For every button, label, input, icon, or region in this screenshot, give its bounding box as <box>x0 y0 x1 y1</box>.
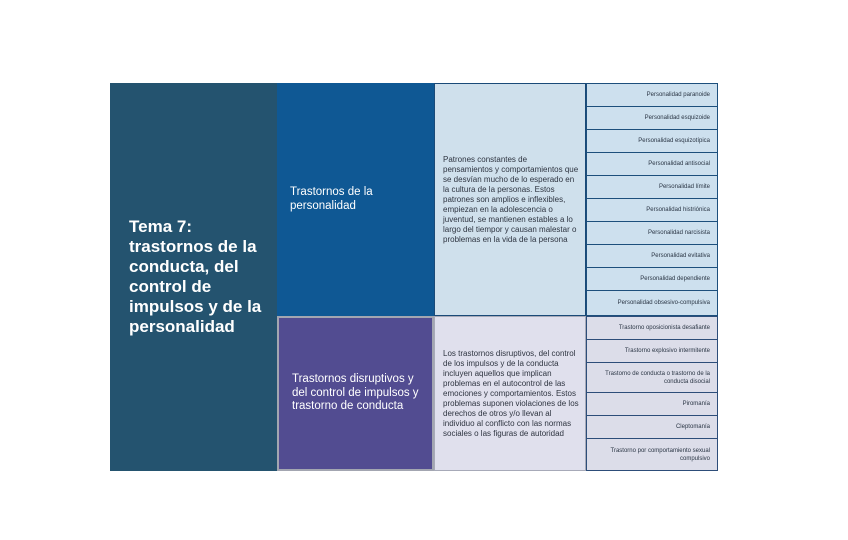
list-item: Personalidad antisocial <box>586 152 718 176</box>
list-item: Personalidad límite <box>586 175 718 199</box>
list-item: Personalidad histriónica <box>586 198 718 222</box>
group-personality-items <box>586 83 718 316</box>
list-item: Personalidad paranoide <box>586 83 718 107</box>
description-text: Patrones constantes de pensamientos y comportamientos que se desvían mucho de lo esperado en la cultura de la personas. Estos patrones son amplios e inflexibles, empiezan en la adolescencia o juventud, se mantienen estables a lo largo del tiempor y causan malestar o problemas en la vida de la persona <box>443 154 579 244</box>
list-item: Trastorno por comportamiento sexual compulsivo <box>586 438 718 471</box>
group-disruptive-items <box>586 316 718 471</box>
group-disruptive-title-box <box>277 316 434 471</box>
group-disruptive-description <box>434 316 586 471</box>
main-topic-title: Tema 7: trastornos de la conducta, del control de impulsos y de la personalidad <box>129 217 262 336</box>
group-personality-description <box>434 83 586 316</box>
list-item: Personalidad narcisista <box>586 221 718 245</box>
list-item: Personalidad obsesivo-compulsiva <box>586 290 718 316</box>
group-title: Trastornos disruptivos y del control de impulsos y trastorno de conducta <box>292 373 419 413</box>
description-text: Los trastornos disruptivos, del control de los impulsos y de la conducta incluyen aquellos que implican problemas en el autocontrol de las emociones y comportamientos. Estos problemas suponen violaciones de los derechos de otros y/o llevan al individuo al conflicto con las normas sociales o las figuras de autoridad <box>443 348 579 438</box>
list-item: Personalidad evitativa <box>586 244 718 268</box>
main-topic <box>110 83 277 471</box>
list-item: Personalidad dependiente <box>586 267 718 291</box>
topic-diagram <box>110 83 718 471</box>
list-item: Personalidad esquizotípica <box>586 129 718 153</box>
list-item: Piromanía <box>586 392 718 416</box>
list-item: Personalidad esquizoide <box>586 106 718 130</box>
list-item: Trastorno de conducta o trastorno de la conducta disocial <box>586 362 718 393</box>
list-item: Trastorno oposicionista desafiante <box>586 316 718 340</box>
group-personality-title-box <box>277 83 434 316</box>
group-title: Trastornos de la personalidad <box>290 186 373 212</box>
list-item: Cleptomanía <box>586 415 718 439</box>
list-item: Trastorno explosivo intermitente <box>586 339 718 363</box>
